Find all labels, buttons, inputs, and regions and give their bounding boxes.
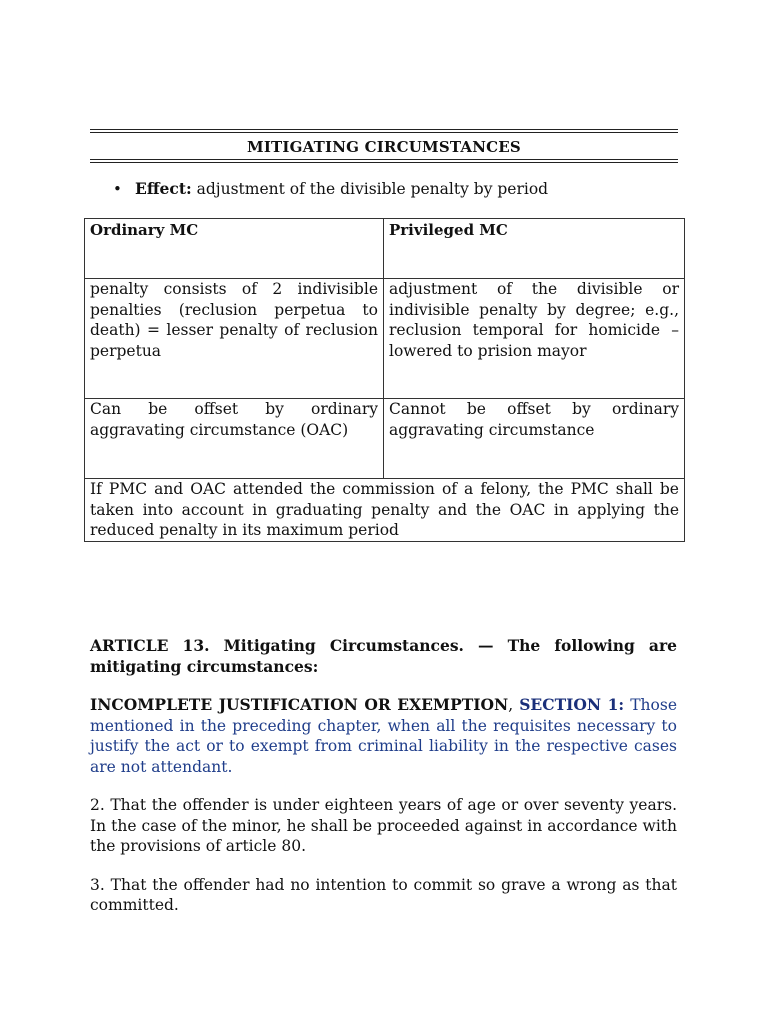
section-1-label: SECTION 1: [519, 695, 625, 714]
item-2-paragraph: 2. That the offender is under eighteen years of age or over seventy years. In the case of the minor, he shall be proceeded against in accordance with the provisions of article 80. [90, 796, 677, 855]
page-title: MITIGATING CIRCUMSTANCES [247, 138, 521, 156]
article-13-section [90, 636, 677, 934]
table-header-row [85, 219, 685, 279]
table-row [85, 399, 685, 479]
table-cell: penalty consists of 2 indivisible penalties (reclusion perpetua to death) = lesser penalty of reclusion perpetua [85, 279, 384, 399]
mc-comparison-table [84, 218, 685, 542]
table-row [85, 279, 685, 399]
table-note-cell: If PMC and OAC attended the commission of a felony, the PMC shall be taken into account in graduating penalty and the OAC in applying the reduced penalty in its maximum period [85, 479, 685, 542]
header-privileged-mc: Privileged MC [384, 219, 685, 279]
table-cell: adjustment of the divisible or indivisible penalty by degree; e.g., reclusion temporal for homicide – lowered to prision mayor [384, 279, 685, 399]
item-3-paragraph: 3. That the offender had no intention to commit so grave a wrong as that committed. [90, 875, 677, 914]
section-1-separator: , [508, 696, 520, 714]
bullet-icon: • [113, 180, 122, 198]
table-row [85, 479, 685, 542]
table-cell: Can be offset by ordinary aggravating circumstance (OAC) [85, 399, 384, 479]
section-1-text: Those mentioned in the preceding chapter, when all the requisites necessary to justify the act or to exempt from criminal liability in the respective cases are not attendant. [90, 696, 677, 776]
header-ordinary-mc: Ordinary MC [85, 219, 384, 279]
table-cell: Cannot be offset by ordinary aggravating circumstance [384, 399, 685, 479]
section-1-paragraph [90, 695, 677, 777]
bottom-double-rule [90, 159, 678, 163]
title-block [90, 129, 678, 163]
effect-bullet [113, 179, 548, 198]
effect-text: adjustment of the divisible penalty by period [191, 180, 549, 198]
article-heading: ARTICLE 13. Mitigating Circumstances. — The following are mitigating circumstances: [90, 636, 677, 676]
effect-label: Effect: [135, 179, 192, 198]
section-1-title: INCOMPLETE JUSTIFICATION OR EXEMPTION [90, 695, 509, 714]
